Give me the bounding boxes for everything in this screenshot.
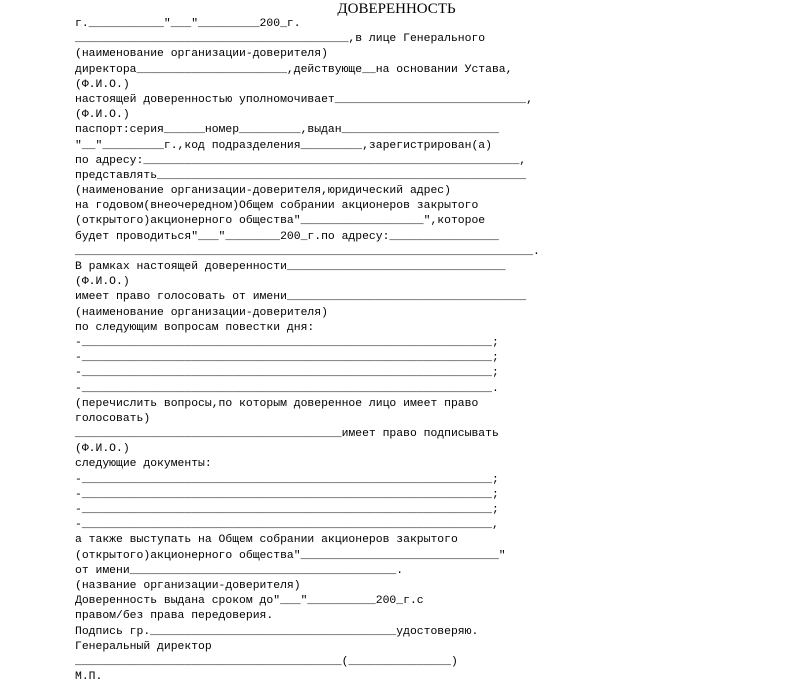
document-line: представлять______________________________________________________ [75,169,527,182]
document-line: а также выступать на Общем собрании акционеров закрытого [75,534,458,547]
document-line: Генеральный директор [75,640,212,653]
document-line: (Ф.И.О.) [75,109,130,122]
document-line: паспорт:серия______номер_________,выдан_______________________ [75,124,499,137]
document-line: -____________________________________________________________; [75,367,499,380]
document-line: (наименование организации-доверителя) [75,306,328,319]
document-line: г.___________"___"_________200_г. [75,18,301,30]
document-line: имеет право голосовать от имени___________________________________ [75,291,527,304]
document-line: от имени_______________________________________. [75,564,404,577]
document-line: голосовать) [75,412,151,425]
document-line: правом/без права передоверия. [75,610,274,623]
document-line: на годовом(внеочередном)Общем собрании акционеров закрытого [75,200,479,213]
document-line: директора______________________,действующе__на основании Устава, [75,63,513,76]
document-body [75,17,540,685]
document-line: ________________________________________,в лице Генерального [75,33,486,46]
document-line: (наименование организации-доверителя) [75,48,328,61]
document-line: М.П. [75,671,103,684]
document-line: -____________________________________________________________; [75,488,499,501]
document-line: -____________________________________________________________; [75,473,499,486]
document-line: (Ф.И.О.) [75,276,130,289]
document-line: -____________________________________________________________. [75,382,499,395]
document-line: (Ф.И.О.) [75,78,130,91]
document-line: (открытого)акционерного общества"__________________",которое [75,215,486,228]
document-line: _______________________________________имеет право подписывать [75,428,499,441]
document-line: следующие документы: [75,458,212,471]
document-line: (наименование организации-доверителя,юридический адрес) [75,185,451,198]
document-line: (Ф.И.О.) [75,443,130,456]
document-line: (перечислить вопросы,по которым доверенное лицо имеет право [75,397,479,410]
document-line: ___________________________________________________________________. [75,245,540,258]
document-line: Подпись гр.____________________________________удостоверяю. [75,625,479,638]
document-line: -____________________________________________________________; [75,352,499,365]
document-line: будет проводиться"___"________200_г.по адресу:________________ [75,230,499,243]
document-line: -____________________________________________________________; [75,504,499,516]
document-line: (название организации-доверителя) [75,579,301,592]
document-line: Доверенность выдана сроком до"___"__________200_г.с [75,595,424,608]
document-line: -____________________________________________________________; [75,336,499,349]
document-line: по адресу:_______________________________________________________, [75,154,527,167]
document-line: по следующим вопросам повестки дня: [75,321,315,334]
document-line: настоящей доверенностью уполномочивает____________________________, [75,93,533,106]
document-line: -____________________________________________________________, [75,519,499,532]
document-line: "__"_________г.,код подразделения_________,зарегистрирован(а) [75,139,492,152]
document-line: В рамках настоящей доверенности________________________________ [75,261,506,273]
document-line: (открытого)акционерного общества"_____________________________" [75,549,506,562]
document-line: _______________________________________(_______________) [75,655,458,668]
document-title: ДОВЕРЕННОСТЬ [337,1,456,17]
